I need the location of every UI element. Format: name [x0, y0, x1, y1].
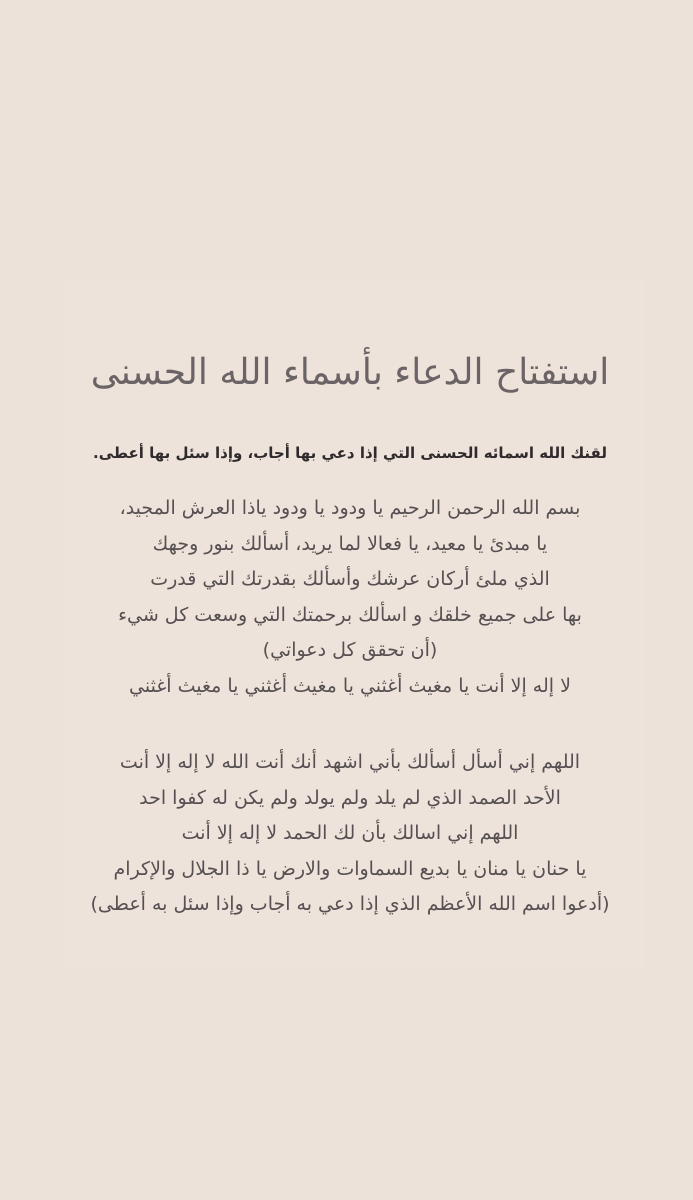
prayer-line: بسم الله الرحمن الرحيم يا ودود يا ودود ياذا العرش المجيد،	[119, 497, 581, 519]
prayer-line: (أدعوا اسم الله الأعظم الذي إذا دعي به أجاب وإذا سئل به أعطى)	[90, 893, 610, 915]
prayer-paragraph-1	[70, 491, 630, 704]
prayer-line: (أن تحقق كل دعواتي)	[262, 639, 438, 661]
prayer-line: اللهم إني أسأل أسألك بأني اشهد أنك أنت الله لا إله إلا أنت	[119, 751, 581, 773]
prayer-line: يا حنان يا منان يا بديع السماوات والارض يا ذا الجلال والإكرام	[113, 857, 587, 880]
prayer-line: لا إله إلا أنت يا مغيث أغثني يا مغيث أغثني يا مغيث أغثني	[129, 674, 571, 697]
prayer-line: الأحد الصمد الذي لم يلد ولم يولد ولم يكن له كفوا احد	[139, 786, 561, 809]
subtitle: لقنك الله اسمائه الحسنى التي إذا دعي بها أجاب، وإذا سئل بها أعطى.	[93, 444, 607, 462]
prayer-line: الذي ملئ أركان عرشك وأسألك بقدرتك التي قدرت	[150, 568, 550, 590]
prayer-paragraph-2	[70, 745, 630, 923]
page-title: استفتاح الدعاء بأسماء الله الحسنى	[90, 352, 610, 393]
prayer-line: اللهم إني اسالك بأن لك الحمد لا إله إلا أنت	[181, 822, 519, 844]
prayer-line: يا مبدئ يا معيد، يا فعالا لما يريد، أسألك بنور وجهك	[152, 532, 548, 555]
prayer-line: بها على جميع خلقك و اسألك برحمتك التي وسعت كل شيء	[118, 603, 582, 626]
